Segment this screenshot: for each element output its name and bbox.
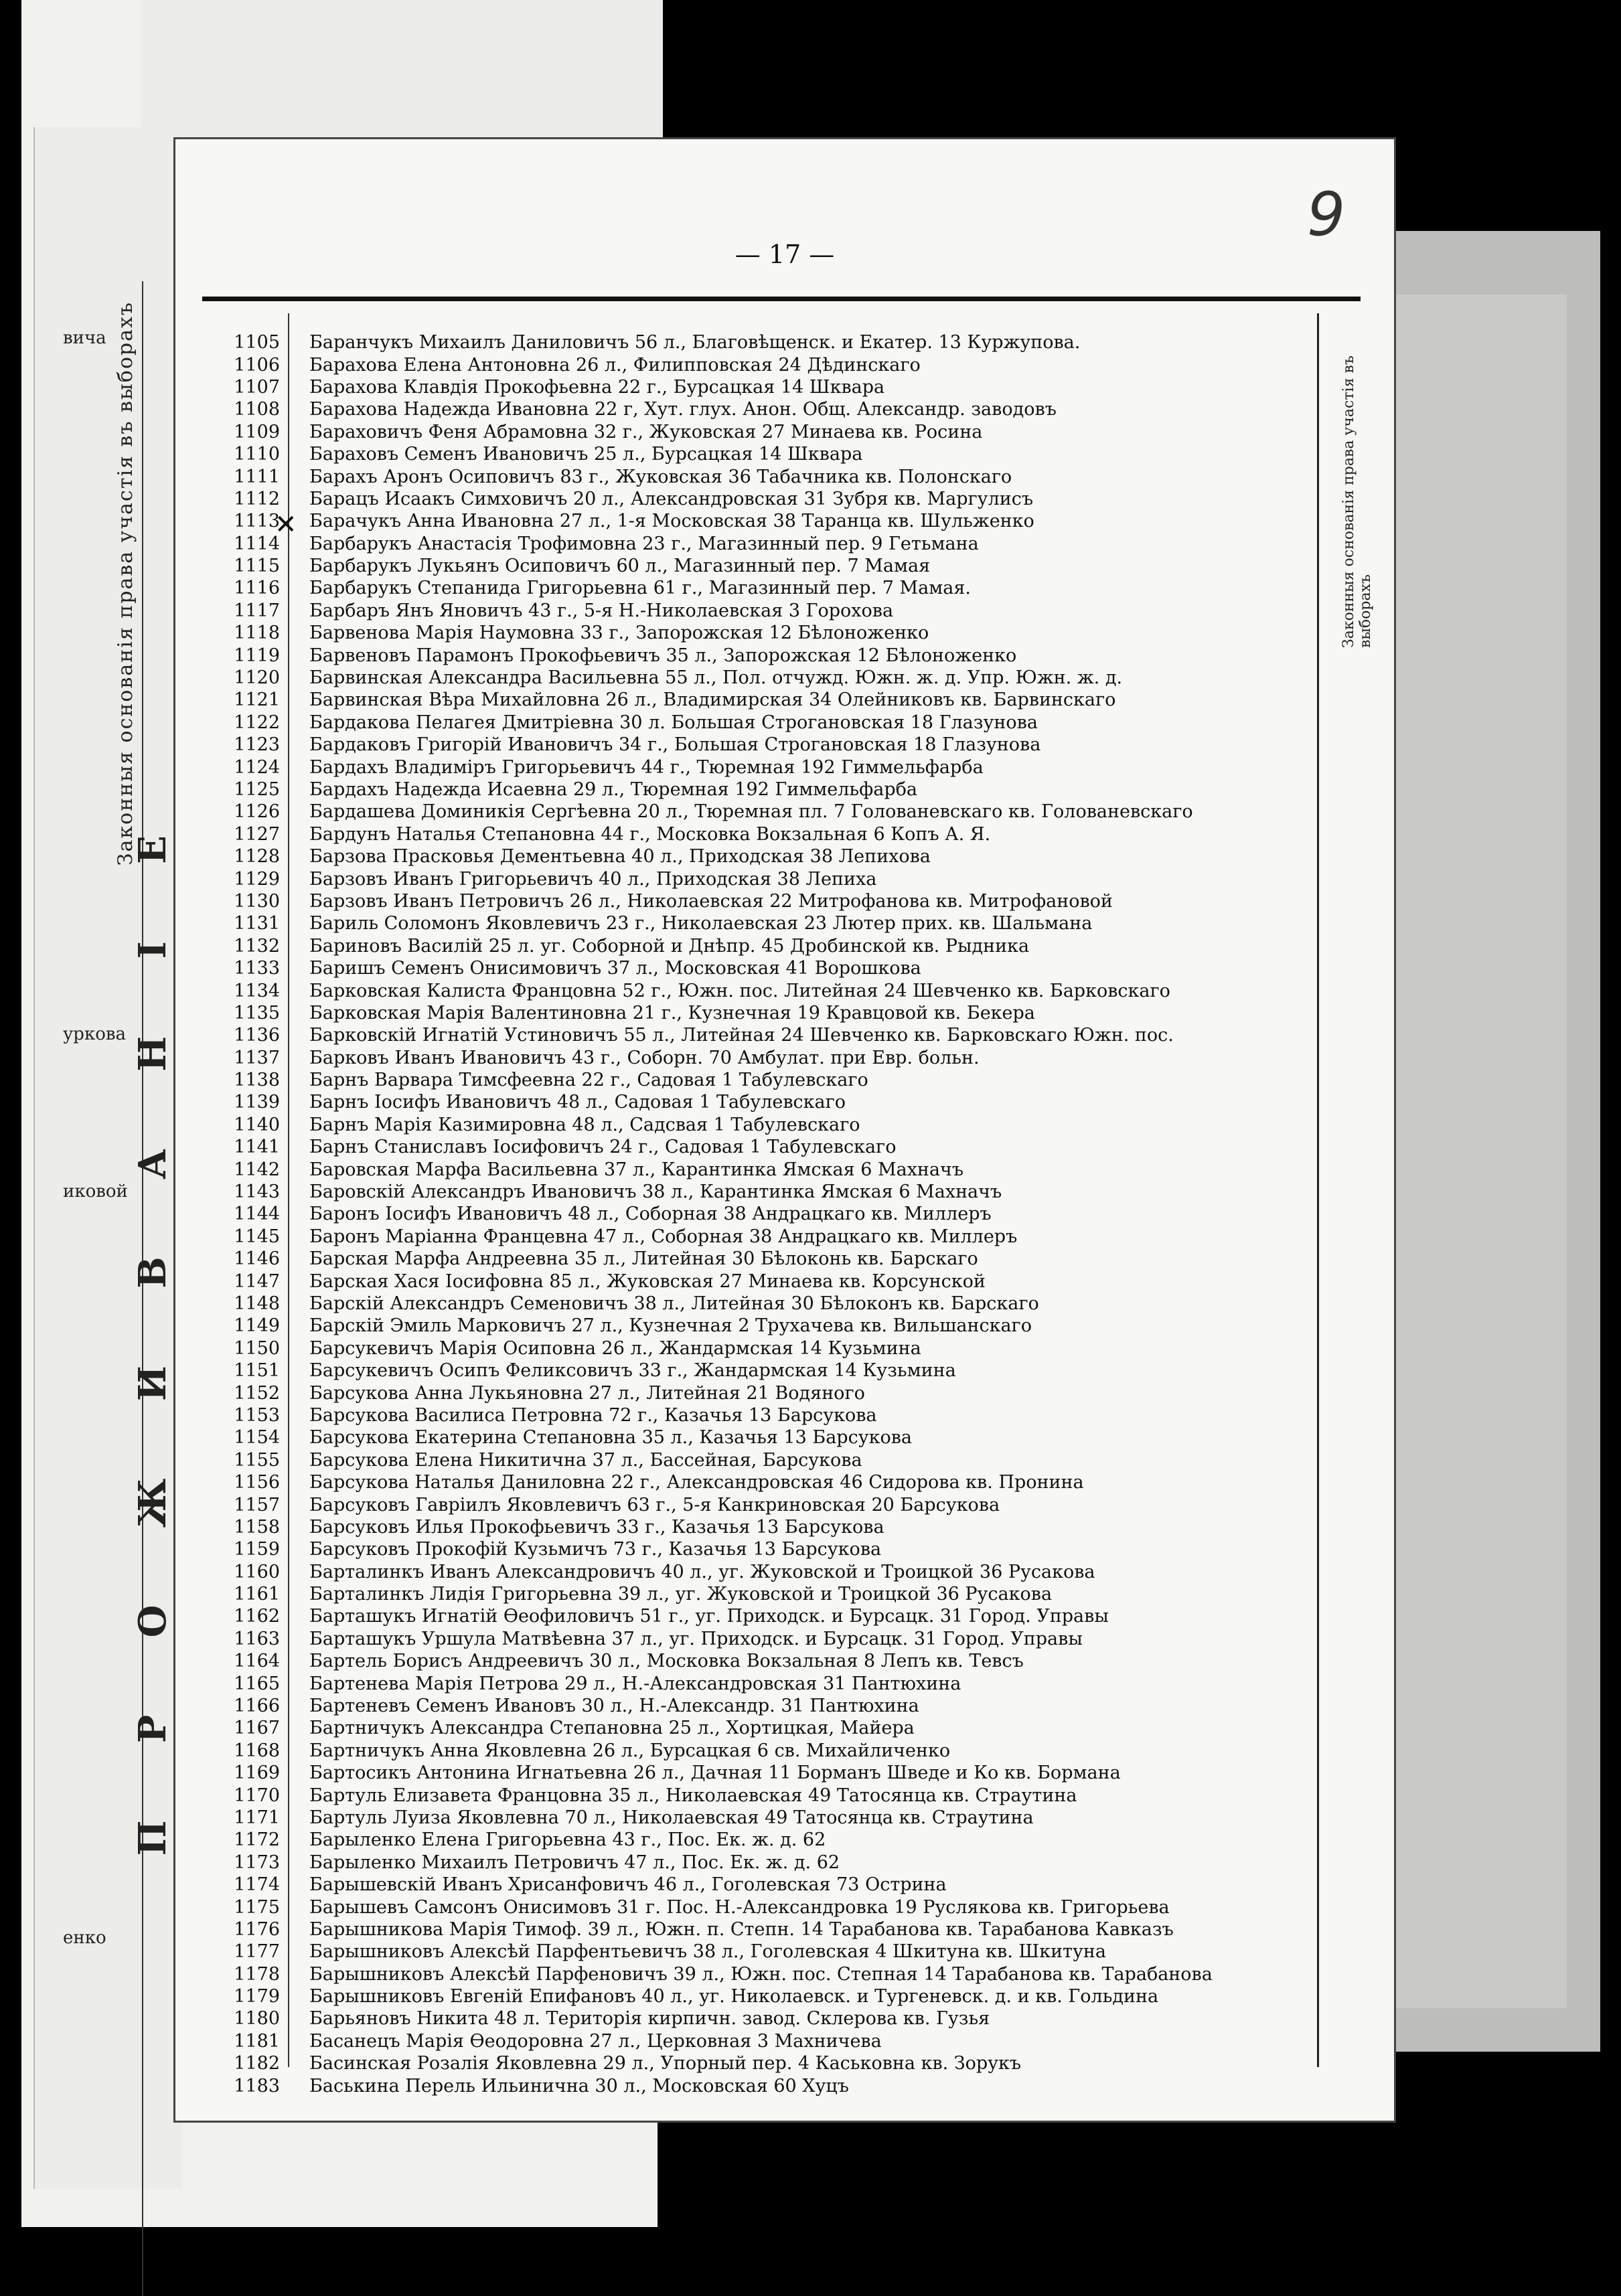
entry-text: Басанецъ Марія Өеодоровна 27 л., Церковная 3 Махничева (309, 2030, 882, 2052)
entry-text: Бартеневъ Семенъ Ивановъ 30 л., Н.-Александр. 31 Пантюхина (309, 1696, 919, 1717)
entry-text: Барташукъ Игнатій Өеофиловичъ 51 г., уг. Приходск. и Бурсацк. 31 Город. Управы (309, 1606, 1109, 1627)
list-item (202, 1181, 1327, 1203)
list-item (202, 734, 1327, 756)
entry-text: Барсукова Анна Лукьяновна 27 л., Литейная 21 Водяного (309, 1382, 865, 1404)
entry-text: Барнъ Варвара Тимсфеевна 22 г., Садовая 1 Табулевскаго (309, 1070, 868, 1091)
entry-text: Барковская Калиста Францовна 52 г., Южн. пос. Литейная 24 Шевченко кв. Барковскаго (309, 980, 1170, 1001)
entry-number: 1145 (234, 1226, 280, 1247)
list-item (202, 1583, 1327, 1605)
list-item (202, 979, 1327, 1001)
entry-text: Барталинкъ Иванъ Александровичъ 40 л., уг. Жуковской и Троицкой 36 Русакова (309, 1561, 1095, 1582)
list-item (202, 1136, 1327, 1158)
pencil-page-mark: 9 (1307, 179, 1346, 250)
entry-number: 1167 (234, 1718, 280, 1739)
entry-number: 1183 (234, 2075, 280, 2097)
entry-number: 1178 (234, 1963, 280, 1985)
entry-number: 1182 (234, 2053, 280, 2074)
entry-number: 1140 (234, 1114, 280, 1135)
entry-number: 1179 (234, 1986, 280, 2007)
entry-text: Бардакова Пелагея Дмитріевна 30 л. Большая Строгановская 18 Глазунова (309, 712, 1038, 733)
list-item (202, 1516, 1327, 1538)
list-item (202, 823, 1327, 845)
entry-number: 1125 (234, 779, 280, 800)
entry-text: Барахова Надежда Ивановна 22 г, Хут. глух. Анон. Общ. Александр. заводовъ (309, 399, 1057, 420)
entry-number: 1139 (234, 1092, 280, 1113)
entry-text: Барнъ Марія Казимировна 48 л., Садсвая 1 Табулевскаго (309, 1114, 860, 1135)
entry-number: 1173 (234, 1852, 280, 1873)
list-item (202, 1226, 1327, 1248)
list-item (202, 1941, 1327, 1963)
list-item (202, 488, 1327, 510)
entry-text: Барташукъ Уршула Матвѣевна 37 л., уг. Приходск. и Бурсацк. 31 Город. Управы (309, 1628, 1083, 1649)
header-rule (202, 297, 1361, 301)
entry-text: Бардахъ Владиміръ Григорьевичъ 44 г., Тюремная 192 Гиммельфарба (309, 756, 984, 778)
list-item (202, 577, 1327, 599)
list-item (202, 1248, 1327, 1270)
entry-number: 1108 (234, 399, 280, 420)
list-item (202, 689, 1327, 711)
entry-number: 1115 (234, 556, 280, 577)
entry-text: Бариновъ Василій 25 л. уг. Соборной и Днѣпр. 45 Дробинской кв. Рыдника (309, 935, 1030, 957)
entry-text: Барсукевичъ Осипъ Феликсовичъ 33 г., Жандармская 14 Кузьмина (309, 1360, 956, 1382)
list-item (202, 600, 1327, 622)
list-item (202, 1293, 1327, 1315)
entry-number: 1160 (234, 1561, 280, 1582)
entry-text: Барковскій Игнатій Устиновичъ 55 л., Литейная 24 Шевченко кв. Барковскаго Южн. пос. (309, 1025, 1174, 1046)
entry-number: 1162 (234, 1606, 280, 1627)
list-item (202, 2052, 1327, 2074)
entry-text: Барнъ Іосифъ Ивановичъ 48 л., Садовая 1 Табулевскаго (309, 1092, 846, 1113)
list-item (202, 1158, 1327, 1180)
entry-number: 1164 (234, 1651, 280, 1672)
list-item (202, 1069, 1327, 1091)
list-item (202, 778, 1327, 801)
list-item (202, 1426, 1327, 1449)
list-item (202, 868, 1327, 890)
entry-text: Барыленко Елена Григорьевна 43 г., Пос. Ек. ж. д. 62 (309, 1829, 826, 1851)
list-item (202, 1382, 1327, 1404)
entry-number: 1170 (234, 1785, 280, 1806)
entry-text: Баронъ Маріанна Францевна 47 л., Соборная 38 Андрацкаго кв. Миллеръ (309, 1226, 1018, 1247)
entry-number: 1172 (234, 1829, 280, 1851)
entry-text: Басинская Розалія Яковлевна 29 л., Упорный пер. 4 Каськовна кв. Зорукъ (309, 2053, 1022, 2074)
list-item (202, 1896, 1327, 1918)
entry-number: 1148 (234, 1293, 280, 1314)
entry-number: 1175 (234, 1896, 280, 1918)
entry-text: Барачукъ Анна Ивановна 27 л., 1-я Московская 38 Таранца кв. Шульженко (309, 511, 1034, 532)
entry-number: 1132 (234, 935, 280, 957)
entry-number: 1155 (234, 1449, 280, 1471)
list-item (202, 957, 1327, 979)
entry-text: Бардаковъ Григорій Ивановичъ 34 г., Большая Строгановская 18 Глазунова (309, 734, 1041, 756)
entry-number: 1135 (234, 1002, 280, 1023)
list-item (202, 443, 1327, 465)
list-item (202, 533, 1327, 555)
entry-number: 1116 (234, 578, 280, 599)
entry-number: 1152 (234, 1382, 280, 1404)
entry-number: 1171 (234, 1807, 280, 1828)
entry-text: Барбарукъ Степанида Григорьевна 61 г., Магазинный пер. 7 Мамая. (309, 578, 971, 599)
entry-number: 1150 (234, 1337, 280, 1359)
entry-text: Барбарукъ Анастасія Трофимовна 23 г., Магазинный пер. 9 Гетьмана (309, 533, 979, 554)
entry-text: Барзовъ Иванъ Петровичъ 26 л., Николаевская 22 Митрофанова кв. Митрофановой (309, 890, 1113, 912)
list-item (202, 1762, 1327, 1784)
list-item (202, 756, 1327, 778)
list-item (202, 1852, 1327, 1874)
list-item (202, 1560, 1327, 1582)
entry-text: Барвенова Марія Наумовна 33 г., Запорожская 12 Бѣлоноженко (309, 623, 929, 644)
entry-text: Барышникова Марія Тимоф. 39 л., Южн. п. Степн. 14 Тарабанова кв. Тарабанова Кавказъ (309, 1918, 1174, 1940)
entry-number: 1142 (234, 1159, 280, 1180)
entry-list (202, 331, 1327, 2097)
list-item (202, 1360, 1327, 1382)
list-item (202, 801, 1327, 823)
entry-number: 1146 (234, 1248, 280, 1270)
entry-number: 1163 (234, 1628, 280, 1649)
entry-number: 1154 (234, 1427, 280, 1449)
entry-text: Барсукова Василиса Петровна 72 г., Казачья 13 Барсукова (309, 1404, 877, 1426)
entry-number: 1165 (234, 1673, 280, 1694)
entry-number: 1158 (234, 1516, 280, 1538)
list-item (202, 1315, 1327, 1337)
strip-fragment: уркова (63, 1024, 126, 1044)
entry-text: Барахова Клавдія Прокофьевна 22 г., Бурсацкая 14 Шквара (309, 376, 885, 398)
entry-number: 1105 (234, 332, 280, 353)
entry-text: Баровскій Александръ Ивановичъ 38 л., Карантинка Ямская 6 Махначъ (309, 1181, 1002, 1203)
entry-text: Барсуковъ Гавріилъ Яковлевичъ 63 г., 5-я Канкриновская 20 Барсукова (309, 1494, 1000, 1515)
list-item (202, 1918, 1327, 1941)
entry-number: 1176 (234, 1918, 280, 1940)
entry-text: Бартничукъ Александра Степановна 25 л., Хортицкая, Майера (309, 1718, 915, 1739)
list-item (202, 1091, 1327, 1113)
entry-number: 1138 (234, 1070, 280, 1091)
list-item (202, 890, 1327, 912)
entry-number: 1124 (234, 756, 280, 778)
entry-number: 1133 (234, 958, 280, 979)
entry-number: 1109 (234, 421, 280, 442)
entry-number: 1153 (234, 1404, 280, 1426)
entry-number: 1169 (234, 1762, 280, 1784)
entry-number: 1174 (234, 1874, 280, 1896)
entry-number: 1129 (234, 868, 280, 890)
entry-number: 1122 (234, 712, 280, 733)
entry-number: 1168 (234, 1740, 280, 1761)
list-item (202, 555, 1327, 577)
entry-text: Бараховъ Семенъ Ивановичъ 25 л., Бурсацкая 14 Шквара (309, 444, 863, 465)
entry-number: 1151 (234, 1360, 280, 1382)
entry-number: 1143 (234, 1181, 280, 1203)
entry-text: Баришъ Семенъ Онисимовичъ 37 л., Московская 41 Ворошкова (309, 958, 921, 979)
right-back-sheet-inner (1366, 295, 1567, 2008)
list-item (202, 2030, 1327, 2052)
entry-number: 1110 (234, 444, 280, 465)
entry-text: Барнъ Станиславъ Іосифовичъ 24 г., Садовая 1 Табулевскаго (309, 1137, 897, 1158)
entry-text: Бараховичъ Феня Абрамовна 32 г., Жуковская 27 Минаева кв. Росина (309, 421, 983, 442)
entry-text: Барковская Марія Валентиновна 21 г., Кузнечная 19 Кравцовой кв. Бекера (309, 1002, 1035, 1023)
entry-text: Барбарукъ Лукьянъ Осиповичъ 60 л., Магазинный пер. 7 Мамая (309, 556, 931, 577)
list-item (202, 1628, 1327, 1650)
entry-text: Барскій Александръ Семеновичъ 38 л., Литейная 30 Бѣлоконъ кв. Барскаго (309, 1293, 1039, 1314)
entry-text: Бартуль Луиза Яковлевна 70 л., Николаевская 49 Татосянца кв. Страутина (309, 1807, 1034, 1828)
entry-text: Барьяновъ Никита 48 л. Територія кирпичн. завод. Склерова кв. Гузья (309, 2008, 990, 2030)
strip-fragment: иковой (63, 1181, 128, 1202)
list-item (202, 1717, 1327, 1739)
entry-text: Барбаръ Янъ Яновичъ 43 г., 5-я Н.-Николаевская 3 Горохова (309, 600, 894, 621)
list-item (202, 1270, 1327, 1292)
list-item (202, 2074, 1327, 2097)
entry-text: Баранчукъ Михаилъ Даниловичъ 56 л., Благовѣщенск. и Екатер. 13 Куржупова. (309, 332, 1081, 353)
entry-text: Баськина Перель Ильинична 30 л., Московская 60 Хуцъ (309, 2075, 849, 2097)
entry-text: Барышевскій Иванъ Хрисанфовичъ 46 л., Гоголевская 73 Острина (309, 1874, 947, 1896)
list-item (202, 644, 1327, 666)
list-item (202, 1114, 1327, 1136)
entry-text: Барышниковъ Алексѣй Парфеновичъ 39 л., Южн. пос. Степная 14 Тарабанова кв. Тарабанова (309, 1963, 1213, 1985)
entry-text: Барская Марфа Андреевна 35 л., Литейная 30 Бѣлоконь кв. Барскаго (309, 1248, 978, 1270)
entry-number: 1119 (234, 645, 280, 666)
entry-number: 1157 (234, 1494, 280, 1515)
list-item (202, 1337, 1327, 1360)
entry-number: 1144 (234, 1204, 280, 1225)
list-item (202, 1471, 1327, 1493)
list-item (202, 353, 1327, 376)
list-item (202, 465, 1327, 487)
entry-number: 1131 (234, 913, 280, 934)
entry-number: 1161 (234, 1584, 280, 1605)
entry-number: 1106 (234, 354, 280, 376)
entry-number: 1120 (234, 667, 280, 689)
entry-text: Барсукова Наталья Даниловна 22 г., Александровская 46 Сидорова кв. Пронина (309, 1472, 1084, 1493)
entry-text: Барсукова Елена Никитична 37 л., Бассейная, Барсукова (309, 1449, 862, 1471)
entry-text: Барсуковъ Прокофій Кузьмичъ 73 г., Казачья 13 Барсукова (309, 1539, 882, 1560)
list-item (202, 1449, 1327, 1471)
entry-number: 1114 (234, 533, 280, 554)
list-item (202, 1985, 1327, 2007)
strip-column-header: Законныя основанія права участія въ выборахъ (114, 301, 137, 866)
right-column-header: Законныя основанія права участія въ выборахъ (1340, 355, 1374, 648)
side-title: П Р О Ж И В А Н І Е (131, 803, 175, 1856)
list-item (202, 1404, 1327, 1426)
list-item (202, 935, 1327, 957)
entry-text: Барахова Елена Антоновна 26 л., Филипповская 24 Дѣдинскаго (309, 354, 921, 376)
list-item (202, 1493, 1327, 1515)
entry-number: 1149 (234, 1315, 280, 1337)
entry-number: 1117 (234, 600, 280, 621)
entry-text: Барталинкъ Лидія Григорьевна 39 л., уг. Жуковской и Троицкой 36 Русакова (309, 1584, 1053, 1605)
entry-text: Бартенева Марія Петрова 29 л., Н.-Александровская 31 Пантюхина (309, 1673, 961, 1694)
entry-text: Бардунъ Наталья Степановна 44 г., Московка Вокзальная 6 Копъ А. Я. (309, 823, 991, 845)
list-item (202, 1874, 1327, 1896)
list-item (202, 1829, 1327, 1851)
entry-text: Бариль Соломонъ Яковлевичъ 23 г., Николаевская 23 Лютер прих. кв. Шальмана (309, 913, 1093, 934)
entry-number: 1121 (234, 689, 280, 711)
entry-number: 1156 (234, 1472, 280, 1493)
list-item (202, 1605, 1327, 1627)
list-item (202, 1024, 1327, 1046)
entry-text: Барвинская Александра Васильевна 55 л., Пол. отчужд. Южн. ж. д. Упр. Южн. ж. д. (309, 667, 1123, 689)
page-number: — 17 — (735, 240, 835, 269)
entry-text: Барсуковъ Илья Прокофьевичъ 33 г., Казачья 13 Барсукова (309, 1516, 884, 1538)
entry-text: Барзовъ Иванъ Григорьевичъ 40 л., Приходская 38 Лепиха (309, 868, 877, 890)
list-item (202, 510, 1327, 532)
entry-number: 1141 (234, 1137, 280, 1158)
entry-text: Барсукевичъ Марія Осиповна 26 л., Жандармская 14 Кузьмина (309, 1337, 921, 1359)
entry-number: 1137 (234, 1047, 280, 1068)
entry-number: 1113 (234, 511, 280, 532)
list-item (202, 1047, 1327, 1069)
entry-text: Барскій Эмиль Марковичъ 27 л., Кузнечная 2 Трухачева кв. Вильшанскаго (309, 1315, 1032, 1337)
entry-number: 1159 (234, 1539, 280, 1560)
x-mark-icon: ✕ (275, 509, 297, 540)
list-item (202, 667, 1327, 689)
list-item (202, 1203, 1327, 1225)
entry-number: 1134 (234, 980, 280, 1001)
entry-number: 1177 (234, 1941, 280, 1963)
list-item (202, 331, 1327, 353)
entry-number: 1111 (234, 466, 280, 487)
list-item (202, 1002, 1327, 1024)
entry-number: 1127 (234, 823, 280, 845)
list-item (202, 622, 1327, 644)
entry-number: 1130 (234, 890, 280, 912)
entry-text: Барская Хася Іосифовна 85 л., Жуковская 27 Минаева кв. Корсунской (309, 1270, 986, 1292)
entry-text: Баронъ Іосифъ Ивановичъ 48 л., Соборная 38 Андрацкаго кв. Миллеръ (309, 1204, 992, 1225)
entry-text: Барковъ Иванъ Ивановичъ 43 г., Соборн. 70 Амбулат. при Евр. больн. (309, 1047, 980, 1068)
list-item (202, 2007, 1327, 2030)
list-item (202, 1538, 1327, 1560)
strip-fragment: вича (63, 328, 106, 348)
list-item (202, 376, 1327, 398)
list-item (202, 1672, 1327, 1694)
list-item (202, 1695, 1327, 1717)
entry-text: Барацъ Исаакъ Симховичъ 20 л., Александровская 31 Зубря кв. Маргулисъ (309, 488, 1034, 509)
list-item (202, 1784, 1327, 1806)
list-item (202, 1740, 1327, 1762)
entry-text: Барышевъ Самсонъ Онисимовъ 31 г. Пос. Н.-Александровка 19 Руслякова кв. Григорьева (309, 1896, 1170, 1918)
entry-text: Баровская Марфа Васильевна 37 л., Карантинка Ямская 6 Махначъ (309, 1159, 964, 1180)
entry-text: Бартничукъ Анна Яковлевна 26 л., Бурсацкая 6 св. Михайличенко (309, 1740, 951, 1761)
entry-number: 1107 (234, 376, 280, 398)
entry-text: Барвеновъ Парамонъ Прокофьевичъ 35 л., Запорожская 12 Бѣлоноженко (309, 645, 1017, 666)
entry-number: 1181 (234, 2030, 280, 2052)
entry-number: 1166 (234, 1696, 280, 1717)
entry-number: 1180 (234, 2008, 280, 2030)
entry-text: Барзова Прасковья Дементьевна 40 л., Приходская 38 Лепихова (309, 846, 931, 868)
strip-fragment: енко (63, 1928, 106, 1948)
document-page (175, 139, 1394, 2121)
list-item (202, 421, 1327, 443)
list-item (202, 1807, 1327, 1829)
entry-number: 1136 (234, 1025, 280, 1046)
entry-text: Барышниковъ Евгеній Епифановъ 40 л., уг. Николаевск. и Тургеневск. д. и кв. Гольдина (309, 1986, 1159, 2007)
entry-number: 1118 (234, 623, 280, 644)
list-item (202, 398, 1327, 420)
entry-text: Бартель Борисъ Андреевичъ 30 л., Московка Вокзальная 8 Лепъ кв. Тевсъ (309, 1651, 1024, 1672)
entry-text: Барышниковъ Алексѣй Парфентьевичъ 38 л., Гоголевская 4 Шкитуна кв. Шкитуна (309, 1941, 1106, 1963)
entry-number: 1147 (234, 1270, 280, 1292)
entry-text: Барахъ Аронъ Осиповичъ 83 г., Жуковская 36 Табачника кв. Полонскаго (309, 466, 1012, 487)
entry-text: Бартосикъ Антонина Игнатьевна 26 л., Дачная 11 Борманъ Шведе и Ко кв. Бормана (309, 1762, 1121, 1784)
entry-text: Барыленко Михаилъ Петровичъ 47 л., Пос. Ек. ж. д. 62 (309, 1852, 840, 1873)
list-item (202, 1963, 1327, 1985)
entry-text: Барсукова Екатерина Степановна 35 л., Казачья 13 Барсукова (309, 1427, 913, 1449)
list-item (202, 845, 1327, 868)
entry-number: 1123 (234, 734, 280, 756)
entry-number: 1128 (234, 846, 280, 868)
entry-text: Бардашева Доминикія Сергѣевна 20 л., Тюремная пл. 7 Голованевскаго кв. Голованевскаго (309, 801, 1193, 823)
list-item (202, 1650, 1327, 1672)
entry-number: 1126 (234, 801, 280, 823)
list-item (202, 912, 1327, 934)
entry-text: Барвинская Вѣра Михайловна 26 л., Владимирская 34 Олейниковъ кв. Барвинскаго (309, 689, 1116, 711)
entry-text: Бартуль Елизавета Францовна 35 л., Николаевская 49 Татосянца кв. Страутина (309, 1785, 1077, 1806)
top-paper-scrap (141, 0, 663, 154)
list-item (202, 712, 1327, 734)
entry-number: 1112 (234, 488, 280, 509)
entry-text: Бардахъ Надежда Исаевна 29 л., Тюремная 192 Гиммельфарба (309, 779, 917, 800)
